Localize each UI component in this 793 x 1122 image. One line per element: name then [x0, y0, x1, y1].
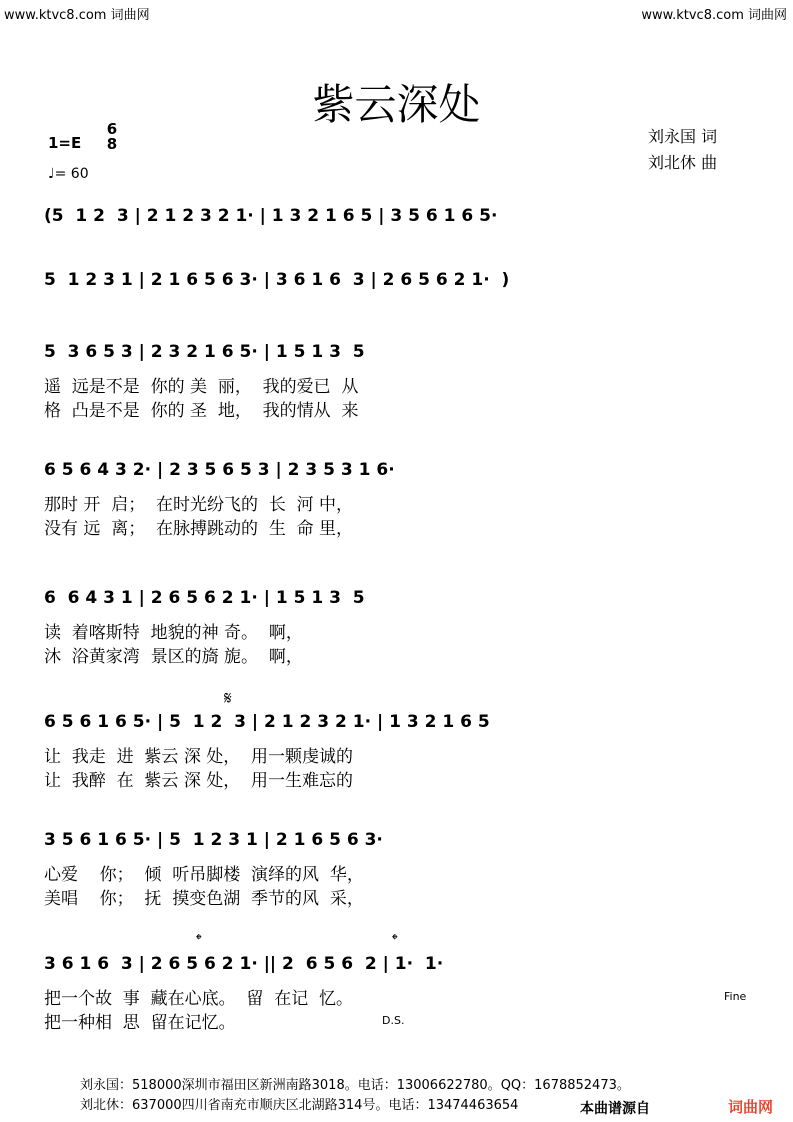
key-signature: 1=E: [48, 134, 82, 152]
lyric-row-7a: 心爱 你； 倾 听吊脚楼 演绎的风 华，: [44, 865, 364, 885]
lyric-row-5b: 沐 浴黄家湾 景区的旖 旎。 啊，: [44, 647, 303, 667]
header-site-left[interactable]: www.ktvc8.com 词曲网: [4, 8, 150, 23]
time-signature: [104, 122, 120, 152]
meter-bottom: 8: [106, 135, 118, 153]
footer-contact-2: 刘北休：637000四川省南充市顺庆区北湖路314号。电话：13474463654: [80, 1098, 519, 1113]
composer-credit: 刘北休 曲: [648, 153, 718, 172]
tempo-value: = 60: [54, 166, 89, 182]
staff-row-2: 5 1 2 3 1 | 2 1 6 5 6 3· | 3 6 1 6 3 | 2 6 5 6 2 1· ): [44, 270, 510, 290]
footer-contact-1: 刘永国：518000深圳市福田区新洲南路3018。电话：13006622780。QQ：1678852473。: [80, 1078, 630, 1093]
lyric-row-3b: 格 凸是不是 你的 圣 地， 我的情从 来: [44, 401, 359, 421]
lyric-row-5a: 读 着喀斯特 地貌的神 奇。 啊，: [44, 623, 303, 643]
lyric-row-3a: 遥 远是不是 你的 美 丽， 我的爱已 从: [44, 377, 359, 397]
song-title: 紫云深处: [312, 80, 481, 129]
coda-mark-1: 𝄌: [196, 930, 202, 949]
meter-top: 6: [106, 120, 118, 138]
ds-mark: D.S.: [382, 1014, 405, 1027]
staff-row-3: 5 3 6 5 3 | 2 3 2 1 6 5· | 1 5 1 3 5: [44, 342, 365, 362]
staff-row-5: 6 6 4 3 1 | 2 6 5 6 2 1· | 1 5 1 3 5: [44, 588, 365, 608]
coda-mark-2: 𝄌: [392, 930, 398, 949]
lyric-row-4a: 那时 开 启； 在时光纷飞的 长 河 中，: [44, 495, 354, 515]
staff-row-6: 6 5 6 1 6 5· | 5 1 2 3 | 2 1 2 3 2 1· | 1 3 2 1 6 5: [44, 712, 490, 732]
segno-mark: 𝄋: [224, 688, 232, 709]
fine-mark: Fine: [724, 990, 747, 1003]
staff-row-8: 3 6 1 6 3 | 2 6 5 6 2 1· || 2 6 5 6 2 | 1· 1·: [44, 954, 444, 974]
lyric-row-6a: 让 我走 进 紫云 深 处， 用一颗虔诚的: [44, 747, 354, 767]
lyric-row-7b: 美唱 你； 抚 摸变色湖 季节的风 采，: [44, 889, 364, 909]
tempo-mark: [48, 166, 89, 182]
quarter-note-icon: ♩: [48, 166, 55, 182]
staff-row-7: 3 5 6 1 6 5· | 5 1 2 3 1 | 2 1 6 5 6 3·: [44, 830, 383, 850]
staff-row-1: (5 1 2 3 | 2 1 2 3 2 1· | 1 3 2 1 6 5 | 3 5 6 1 6 5·: [44, 206, 498, 226]
lyric-row-8a: 把一个故 事 藏在心底。 留 在记 忆。: [44, 989, 354, 1009]
header-site-right[interactable]: www.ktvc8.com 词曲网: [641, 8, 787, 23]
staff-row-4: 6 5 6 4 3 2· | 2 3 5 6 5 3 | 2 3 5 3 1 6·: [44, 460, 395, 480]
brand-logo[interactable]: 词曲网: [728, 1098, 774, 1116]
lyric-row-4b: 没有 远 离； 在脉搏跳动的 生 命 里，: [44, 519, 354, 539]
source-label: 本曲谱源自: [580, 1101, 650, 1117]
lyric-row-8b: 把一种相 思 留在记忆。: [44, 1013, 236, 1033]
lyricist-credit: 刘永国 词: [648, 127, 718, 146]
lyric-row-6b: 让 我醉 在 紫云 深 处， 用一生难忘的: [44, 771, 354, 791]
